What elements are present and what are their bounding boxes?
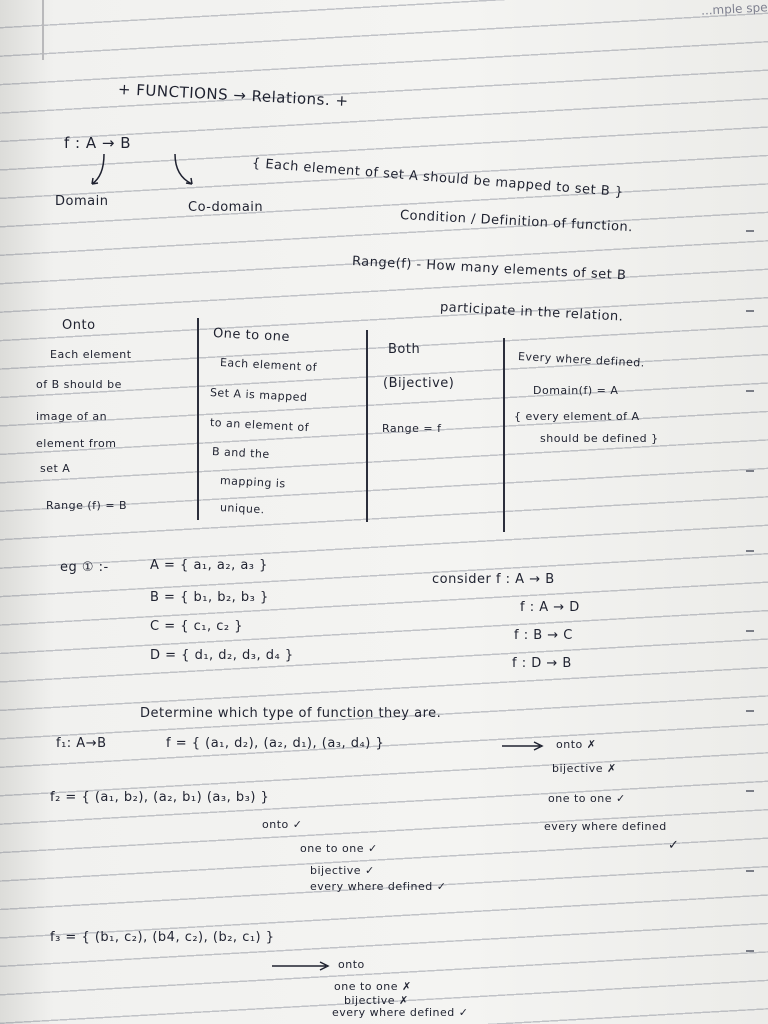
margin-mark — [746, 950, 754, 952]
margin-mark — [746, 630, 754, 632]
f3-expression: f₃ = { (b₁, c₂), (b4, c₂), (b₂, c₁) } — [50, 930, 275, 945]
onto-title: Onto — [62, 318, 96, 333]
function-rule: { Each element of set A should be mapped to set B } — [251, 156, 625, 201]
f2-result: every where defined ✓ — [310, 880, 447, 893]
one-to-one-title: One to one — [212, 326, 291, 346]
binding-edge — [42, 0, 44, 60]
bijective-subtitle: (Bijective) — [383, 376, 455, 391]
consider-line: f : D → B — [512, 656, 572, 671]
consider-line: f : A → D — [520, 600, 580, 615]
onto-text: set A — [40, 462, 71, 475]
set-a: A = { a₁, a₂, a₃ } — [150, 558, 268, 573]
margin-mark — [746, 310, 754, 312]
one-to-one-text: Set A is mapped — [209, 386, 308, 405]
everywhere-domain: Domain(f) = A — [533, 384, 619, 397]
everywhere-text: { every element of A — [514, 410, 640, 423]
set-c: C = { c₁, c₂ } — [150, 619, 244, 634]
f3-result: bijective ✗ — [344, 994, 409, 1007]
example-label: eg ① :- — [60, 560, 109, 575]
f2-result: onto ✓ — [262, 818, 303, 831]
table-divider-3 — [503, 338, 505, 532]
f3-arrow-icon — [270, 960, 332, 972]
table-divider-2 — [366, 330, 368, 522]
one-to-one-text: unique. — [219, 501, 265, 517]
onto-text: element from — [36, 437, 117, 450]
onto-range: Range (f) = B — [46, 499, 128, 512]
f1-expression: f = { (a₁, d₂), (a₂, d₁), (a₃, d₄) } — [166, 736, 385, 751]
task-heading: Determine which type of function they are. — [140, 706, 442, 721]
one-to-one-text: to an element of — [209, 416, 310, 435]
set-b: B = { b₁, b₂, b₃ } — [150, 590, 269, 605]
margin-mark — [746, 390, 754, 392]
f1-result: onto ✗ — [556, 738, 597, 751]
consider-line: f : B → C — [514, 628, 573, 643]
f3-result: onto — [338, 958, 365, 971]
f2-expression: f₂ = { (a₁, b₂), (a₂, b₁) (a₃, b₃) } — [50, 790, 270, 805]
table-divider-1 — [197, 318, 199, 520]
margin-mark — [746, 790, 754, 792]
bijective-title: Both — [388, 342, 421, 357]
margin-mark — [746, 870, 754, 872]
f3-result: one to one ✗ — [334, 980, 412, 993]
page-heading: + FUNCTIONS → Relations. + — [117, 80, 350, 111]
one-to-one-text: Each element of — [219, 356, 318, 375]
margin-mark — [746, 230, 754, 232]
f2-result: bijective ✓ — [310, 864, 375, 877]
range-note-line1: Range(f) - How many elements of set B — [351, 254, 627, 284]
margin-mark — [746, 710, 754, 712]
f3-result: every where defined ✓ — [332, 1006, 469, 1019]
everywhere-title: Every where defined. — [517, 350, 646, 370]
one-to-one-text: mapping is — [219, 474, 286, 491]
domain-arrows-icon — [80, 150, 200, 196]
margin-mark — [746, 550, 754, 552]
bijective-range: Range = f — [382, 422, 442, 435]
corner-note: ...mple spe — [701, 0, 768, 18]
everywhere-text: should be defined } — [540, 432, 659, 445]
f1-arrow-icon — [500, 740, 546, 752]
domain-label: Domain — [55, 194, 109, 209]
rule-caption: Condition / Definition of function. — [399, 208, 634, 236]
margin-mark — [746, 470, 754, 472]
f2-result: one to one ✓ — [300, 842, 378, 855]
set-d: D = { d₁, d₂, d₃, d₄ } — [150, 648, 294, 663]
f1-result: bijective ✗ — [552, 762, 617, 775]
onto-text: image of an — [36, 410, 108, 423]
f2-result-right: one to one ✓ — [548, 792, 626, 805]
consider-line: consider f : A → B — [432, 572, 555, 587]
f2-check-mark: ✓ — [668, 838, 680, 853]
range-note-line2: participate in the relation. — [439, 300, 624, 325]
onto-text: Each element — [50, 348, 132, 361]
one-to-one-text: B and the — [211, 445, 271, 462]
function-mapping: f : A → B — [64, 134, 132, 152]
f1-label: f₁: A→B — [56, 736, 107, 751]
codomain-label: Co-domain — [188, 200, 264, 215]
onto-text: of B should be — [36, 378, 122, 391]
f2-result-right: every where defined — [544, 820, 667, 833]
